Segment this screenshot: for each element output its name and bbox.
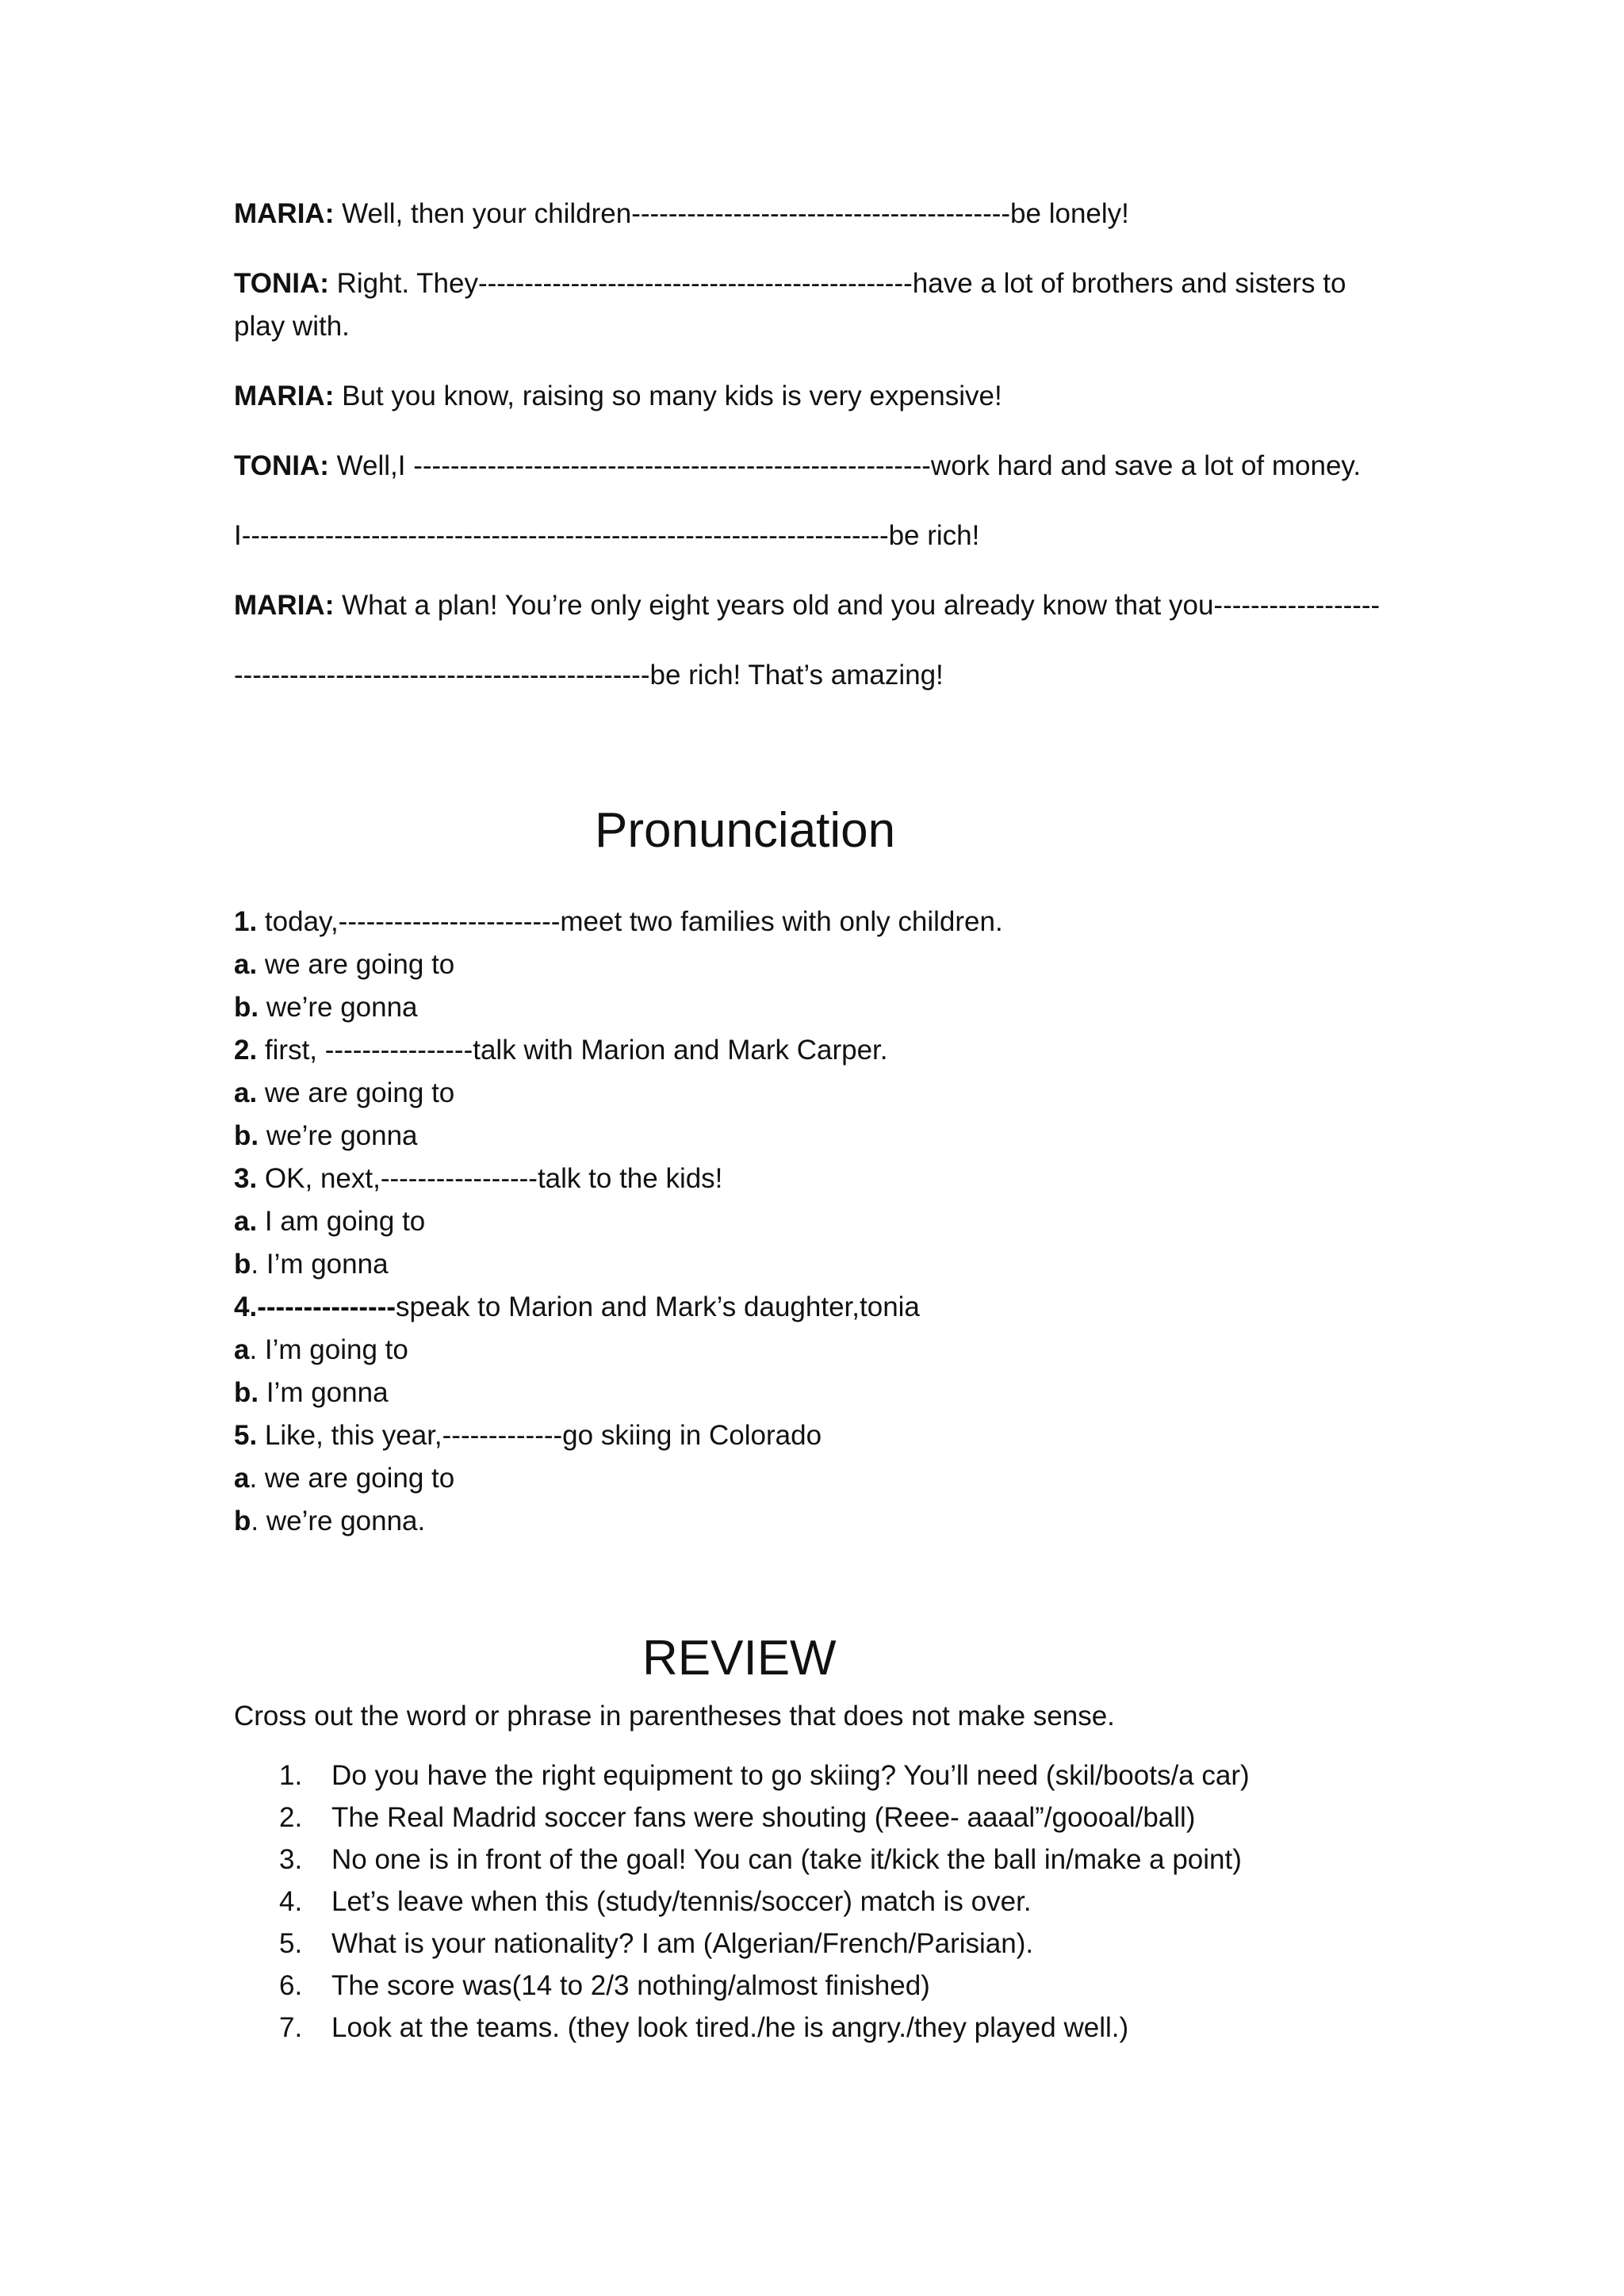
item-text: Like, this year,-------------go skiing in Colorado xyxy=(257,1420,822,1451)
item-number: 5. xyxy=(234,1420,258,1451)
pron-item-2 xyxy=(234,1029,1392,1158)
pron-item-1 xyxy=(234,901,1392,1029)
item-text: The score was(14 to 2/3 nothing/almost finished) xyxy=(331,1970,930,2001)
item-text: What is your nationality? I am (Algerian/French/Parisian). xyxy=(331,1928,1034,1959)
option-b: . we’re gonna. xyxy=(251,1506,426,1536)
item-number: 4.--------------- xyxy=(234,1292,396,1322)
option-a-label: a xyxy=(234,1463,250,1494)
option-a-label: a. xyxy=(234,1206,258,1237)
dialogue-line-2 xyxy=(234,262,1392,348)
review-item-2 xyxy=(279,1797,1195,1839)
review-item-1 xyxy=(279,1755,1250,1797)
review-item-5 xyxy=(279,1923,1033,1965)
line-text: Right. They-----------------------------------------------have a lot of brothers and sisters to play with. xyxy=(234,268,1346,342)
item-number: 3. xyxy=(234,1163,258,1194)
dialogue-line-1 xyxy=(234,193,1392,235)
item-number: 2. xyxy=(234,1035,258,1066)
option-a: I am going to xyxy=(257,1206,426,1237)
review-item-4 xyxy=(279,1881,1032,1923)
item-number: 7. xyxy=(279,2012,303,2043)
item-text: No one is in front of the goal! You can (take it/kick the ball in/make a point) xyxy=(331,1844,1242,1875)
item-number: 3. xyxy=(279,1844,303,1875)
option-b-label: b. xyxy=(234,1120,259,1151)
item-text: The Real Madrid soccer fans were shouting (Reee- aaaal”/goooal/ball) xyxy=(331,1802,1196,1833)
item-number: 4. xyxy=(279,1886,303,1917)
option-a: . we are going to xyxy=(249,1463,455,1494)
pron-item-5 xyxy=(234,1414,1392,1543)
option-b: I’m gonna xyxy=(259,1377,389,1408)
option-b: we’re gonna xyxy=(259,992,418,1023)
item-number: 1. xyxy=(234,906,258,937)
dialogue-line-7 xyxy=(234,654,1392,697)
option-a: . I’m going to xyxy=(249,1334,408,1365)
option-a-label: a. xyxy=(234,949,258,980)
item-text: Do you have the right equipment to go skiing? You’ll need (skil/boots/a car) xyxy=(331,1760,1250,1791)
item-text: speak to Marion and Mark’s daughter,tonia xyxy=(396,1292,920,1322)
line-text: What a plan! You’re only eight years old and you already know that you------------------ xyxy=(334,590,1381,621)
line-text: ---------------------------------------------be rich! That’s amazing! xyxy=(234,660,944,691)
item-text: OK, next,-----------------talk to the kids! xyxy=(257,1163,723,1194)
pronunciation-list xyxy=(234,901,1392,1543)
review-title: REVIEW xyxy=(642,1631,837,1686)
dialogue-line-3 xyxy=(234,375,1392,418)
option-b: . I’m gonna xyxy=(251,1249,389,1280)
option-a: we are going to xyxy=(257,949,455,980)
item-text: Let’s leave when this (study/tennis/soccer) match is over. xyxy=(331,1886,1032,1917)
line-text: But you know, raising so many kids is very expensive! xyxy=(334,381,1002,411)
review-instruction: Cross out the word or phrase in parentheses that does not make sense. xyxy=(234,1701,1115,1732)
item-number: 6. xyxy=(279,1970,303,2001)
pron-item-3 xyxy=(234,1158,1392,1286)
item-text: today,------------------------meet two families with only children. xyxy=(257,906,1003,937)
review-item-6 xyxy=(279,1965,930,2007)
speaker: MARIA: xyxy=(234,198,335,229)
item-text: Look at the teams. (they look tired./he is angry./they played well.) xyxy=(331,2012,1129,2043)
item-number: 1. xyxy=(279,1760,303,1791)
speaker: TONIA: xyxy=(234,450,329,481)
review-item-3 xyxy=(279,1839,1242,1881)
pron-item-4 xyxy=(234,1286,1392,1414)
option-a: we are going to xyxy=(257,1077,455,1108)
item-text: first, ----------------talk with Marion and Mark Carper. xyxy=(257,1035,888,1066)
option-b-label: b xyxy=(234,1249,251,1280)
review-item-7 xyxy=(279,2007,1128,2049)
option-b-label: b xyxy=(234,1506,251,1536)
line-text: Well, then your children-----------------------------------------be lonely! xyxy=(334,198,1129,229)
speaker: MARIA: xyxy=(234,381,335,411)
option-b: we’re gonna xyxy=(259,1120,418,1151)
line-text: Well,I --------------------------------------------------------work hard and save a lot of money. xyxy=(328,450,1362,481)
dialogue-line-6 xyxy=(234,584,1392,627)
option-b-label: b. xyxy=(234,992,259,1023)
item-number: 5. xyxy=(279,1928,303,1959)
pronunciation-title: Pronunciation xyxy=(595,803,896,858)
option-a-label: a. xyxy=(234,1077,258,1108)
option-b-label: b. xyxy=(234,1377,259,1408)
dialogue-line-5 xyxy=(234,515,1392,557)
line-text: I----------------------------------------------------------------------be rich! xyxy=(234,520,980,551)
dialogue-line-4 xyxy=(234,445,1392,488)
option-a-label: a xyxy=(234,1334,250,1365)
speaker: MARIA: xyxy=(234,590,335,621)
item-number: 2. xyxy=(279,1802,303,1833)
speaker: TONIA: xyxy=(234,268,329,299)
